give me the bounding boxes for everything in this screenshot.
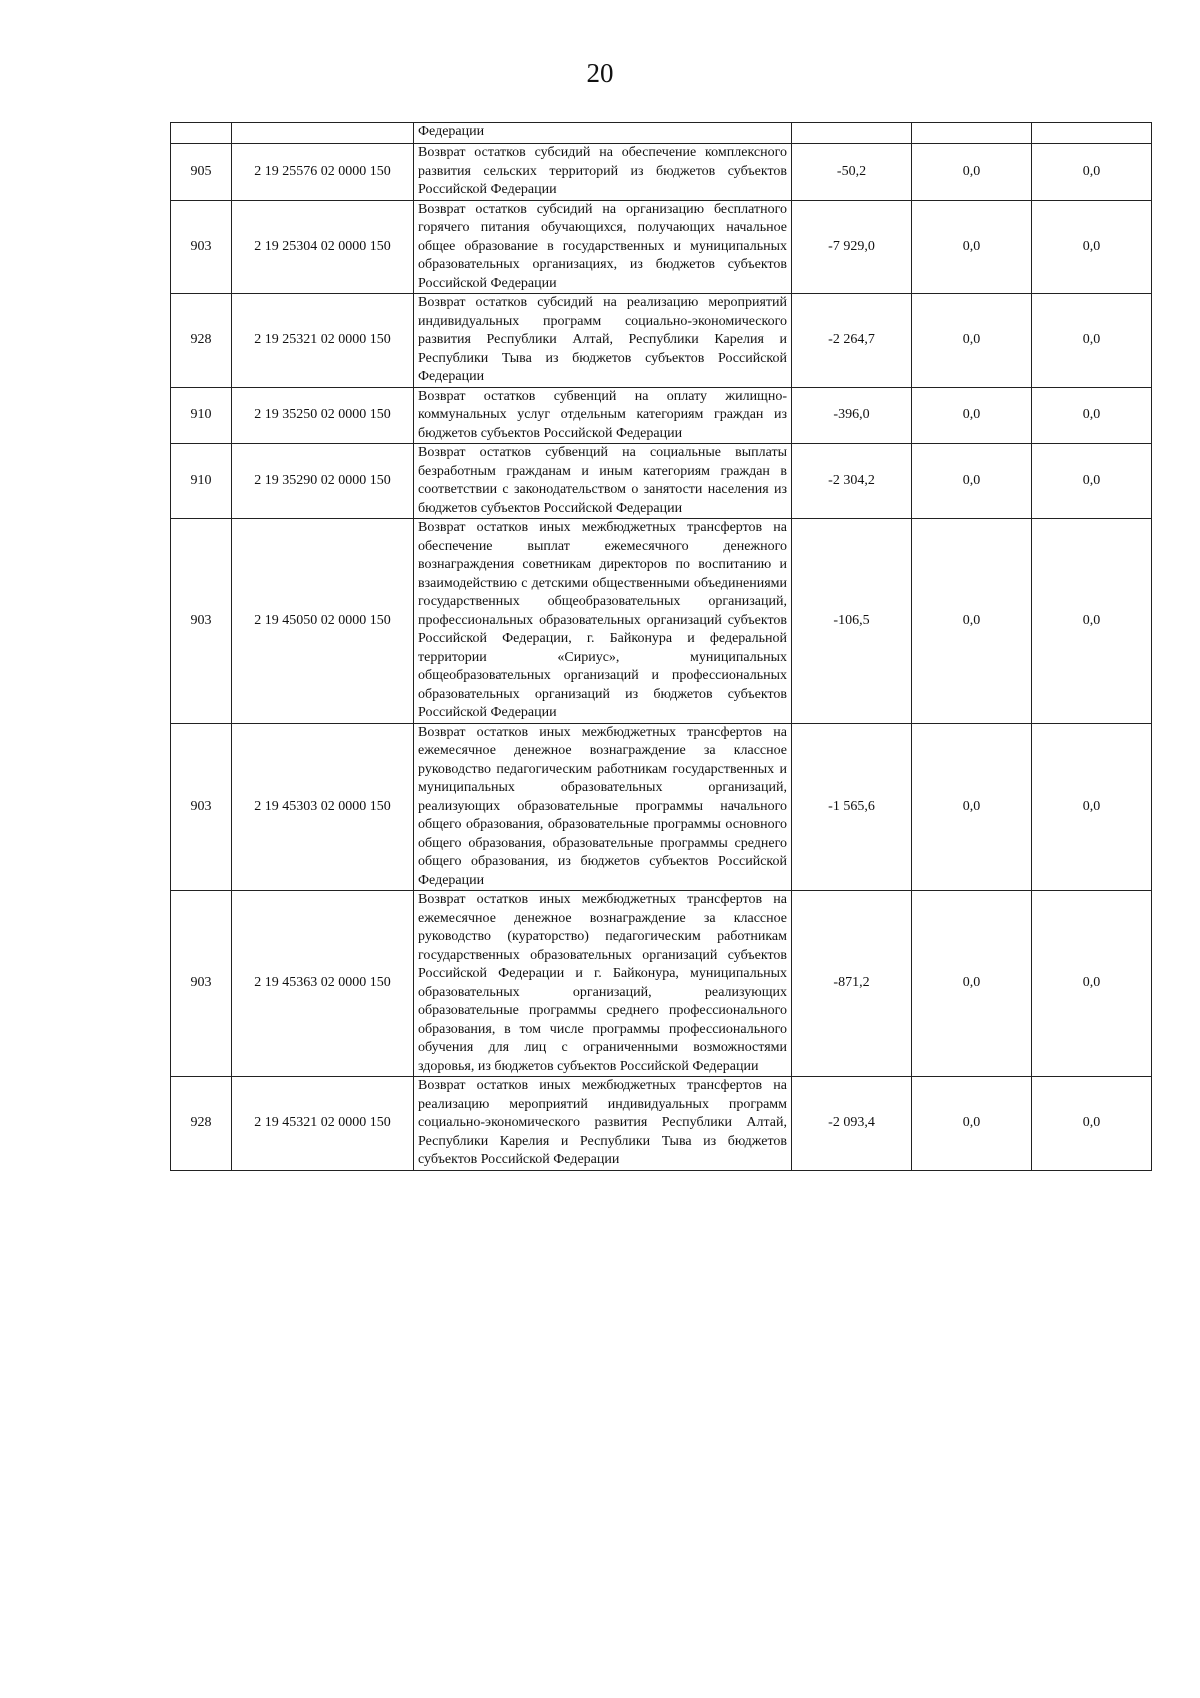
cell-value-2: 0,0 [912,444,1032,519]
cell-value-1 [792,123,912,144]
cell-budget-code: 2 19 45050 02 0000 150 [232,519,414,724]
cell-value-2: 0,0 [912,200,1032,294]
table-row [171,294,1152,388]
cell-value-2 [912,123,1032,144]
cell-revenue-name: Возврат остатков иных межбюджетных трансфертов на реализацию мероприятий индивидуальных программ социально-экономического развития Республики Алтай, Республики Карелия и Республики Тыва из бюджетов субъектов Российской Федерации [414,1077,792,1171]
budget-table [170,122,1152,1171]
table-row [171,723,1152,891]
cell-admin-code: 905 [171,144,232,201]
cell-value-3: 0,0 [1032,891,1152,1077]
cell-value-1: -396,0 [792,387,912,444]
cell-admin-code: 903 [171,519,232,724]
cell-admin-code: 910 [171,387,232,444]
cell-value-3: 0,0 [1032,1077,1152,1171]
cell-revenue-name: Возврат остатков субвенций на социальные выплаты безработным гражданам и иным категориям граждан в соответствии с законодательством о занятости населения из бюджетов субъектов Российской Федерации [414,444,792,519]
cell-value-2: 0,0 [912,723,1032,891]
cell-value-2: 0,0 [912,891,1032,1077]
cell-admin-code: 928 [171,1077,232,1171]
cell-budget-code: 2 19 45363 02 0000 150 [232,891,414,1077]
cell-revenue-name: Возврат остатков иных межбюджетных трансфертов на ежемесячное денежное вознаграждение за классное руководство (кураторство) педагогическим работникам государственных образовательных организаций субъектов Российской Федерации и г. Байконура, муниципальных образовательных организаций, реализующих образовательные программы среднего профессионального образования, в том числе программы профессионального обучения для лиц с ограниченными возможностями здоровья, из бюджетов субъектов Российской Федерации [414,891,792,1077]
cell-revenue-name: Возврат остатков иных межбюджетных трансфертов на обеспечение выплат ежемесячного денежного вознаграждения советникам директоров по воспитанию и взаимодействию с детскими общественными объединениями государственных общеобразовательных организаций, профессиональных образовательных организаций субъектов Российской Федерации, г. Байконура и федеральной территории «Сириус», муниципальных общеобразовательных организаций и профессиональных образовательных организаций из бюджетов субъектов Российской Федерации [414,519,792,724]
cell-admin-code: 928 [171,294,232,388]
cell-value-3: 0,0 [1032,519,1152,724]
table-row [171,444,1152,519]
cell-value-2: 0,0 [912,1077,1032,1171]
cell-value-3: 0,0 [1032,387,1152,444]
table-row [171,891,1152,1077]
cell-revenue-name: Федерации [414,123,792,144]
cell-revenue-name: Возврат остатков субсидий на организацию бесплатного горячего питания обучающихся, получающих начальное общее образование в государственных и муниципальных образовательных организациях, из бюджетов субъектов Российской Федерации [414,200,792,294]
cell-value-3: 0,0 [1032,444,1152,519]
cell-admin-code: 903 [171,723,232,891]
cell-budget-code: 2 19 35250 02 0000 150 [232,387,414,444]
cell-revenue-name: Возврат остатков субсидий на обеспечение комплексного развития сельских территорий из бюджетов субъектов Российской Федерации [414,144,792,201]
cell-value-1: -50,2 [792,144,912,201]
cell-budget-code: 2 19 25576 02 0000 150 [232,144,414,201]
cell-value-1: -1 565,6 [792,723,912,891]
table-row [171,387,1152,444]
cell-value-1: -2 304,2 [792,444,912,519]
page-number: 20 [586,58,614,88]
cell-value-2: 0,0 [912,144,1032,201]
cell-budget-code: 2 19 35290 02 0000 150 [232,444,414,519]
cell-value-1: -7 929,0 [792,200,912,294]
cell-admin-code: 903 [171,891,232,1077]
cell-budget-code: 2 19 45321 02 0000 150 [232,1077,414,1171]
cell-value-3 [1032,123,1152,144]
cell-value-2: 0,0 [912,387,1032,444]
cell-budget-code: 2 19 45303 02 0000 150 [232,723,414,891]
cell-value-1: -2 093,4 [792,1077,912,1171]
cell-admin-code [171,123,232,144]
cell-admin-code: 903 [171,200,232,294]
cell-revenue-name: Возврат остатков иных межбюджетных трансфертов на ежемесячное денежное вознаграждение за классное руководство педагогическим работникам государственных и муниципальных образовательных организаций, реализующих образовательные программы начального общего образования, образовательные программы основного общего образования, образовательные программы среднего общего образования, из бюджетов субъектов Российской Федерации [414,723,792,891]
cell-value-2: 0,0 [912,519,1032,724]
cell-budget-code: 2 19 25321 02 0000 150 [232,294,414,388]
table-row-continuation [171,123,1152,144]
cell-admin-code: 910 [171,444,232,519]
table-row [171,144,1152,201]
cell-value-3: 0,0 [1032,144,1152,201]
cell-value-1: -2 264,7 [792,294,912,388]
cell-budget-code: 2 19 25304 02 0000 150 [232,200,414,294]
cell-value-3: 0,0 [1032,294,1152,388]
cell-value-1: -106,5 [792,519,912,724]
cell-value-1: -871,2 [792,891,912,1077]
table-row [171,519,1152,724]
table-row [171,200,1152,294]
table-row [171,1077,1152,1171]
cell-budget-code [232,123,414,144]
cell-revenue-name: Возврат остатков субвенций на оплату жилищно-коммунальных услуг отдельным категориям граждан из бюджетов субъектов Российской Федерации [414,387,792,444]
cell-value-3: 0,0 [1032,723,1152,891]
cell-value-3: 0,0 [1032,200,1152,294]
cell-revenue-name: Возврат остатков субсидий на реализацию мероприятий индивидуальных программ социально-экономического развития Республики Алтай, Республики Карелия и Республики Тыва из бюджетов субъектов Российской Федерации [414,294,792,388]
cell-value-2: 0,0 [912,294,1032,388]
